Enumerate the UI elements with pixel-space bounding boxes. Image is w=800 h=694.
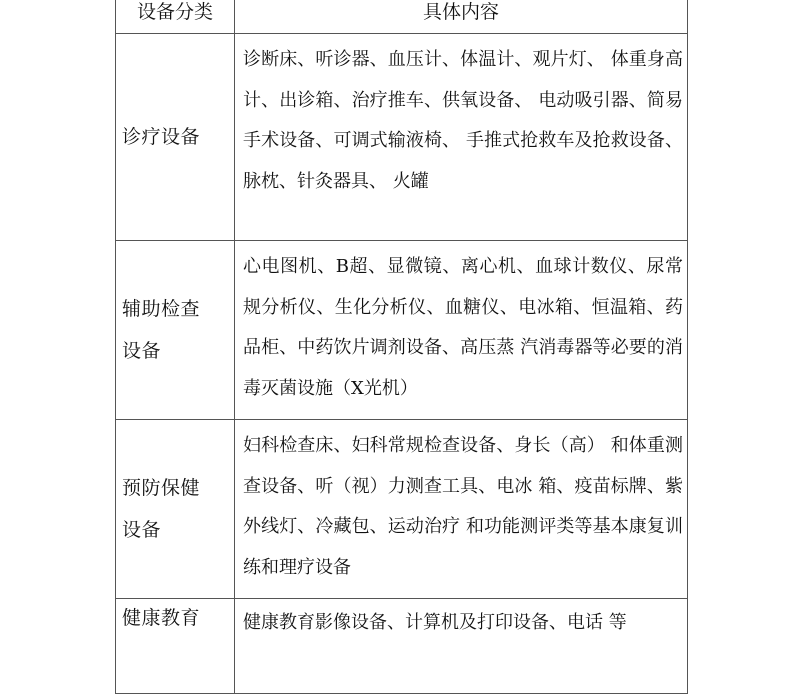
equipment-table [115,0,688,694]
table-row [116,241,688,420]
row-content: 妇科检查床、妇科常规检查设备、身长（高） 和体重测查设备、听（视）力测查工具、电冰 箱、疫苗标牌、紫外线灯、冷藏包、运动治疗 和功能测评类等基本康复训练和理疗设备 [235,420,688,599]
row-content: 健康教育影像设备、计算机及打印设备、电话 等 [235,599,688,694]
row-category: 预防保健 设备 [116,420,235,599]
row-category: 健康教育 [116,599,235,694]
table-row [116,34,688,241]
row-category: 辅助检查 设备 [116,241,235,420]
row-category: 诊疗设备 [116,34,235,241]
table-row [116,420,688,599]
table-row [116,599,688,694]
table-header-row [116,0,688,34]
header-content: 具体内容 [235,0,688,34]
row-content: 诊断床、听诊器、血压计、体温计、观片灯、 体重身高计、出诊箱、治疗推车、供氧设备、 电动吸引器、简易手术设备、可调式输液椅、 手推式抢救车及抢救设备、脉枕、针灸器具、 火罐 [235,34,688,241]
header-category: 设备分类 [116,0,235,34]
row-content: 心电图机、B超、显微镜、离心机、血球计数仪、尿常规分析仪、生化分析仪、血糖仪、电冰箱、恒温箱、药品柜、中药饮片调剂设备、高压蒸 汽消毒器等必要的消毒灭菌设施（X光机） [235,241,688,420]
